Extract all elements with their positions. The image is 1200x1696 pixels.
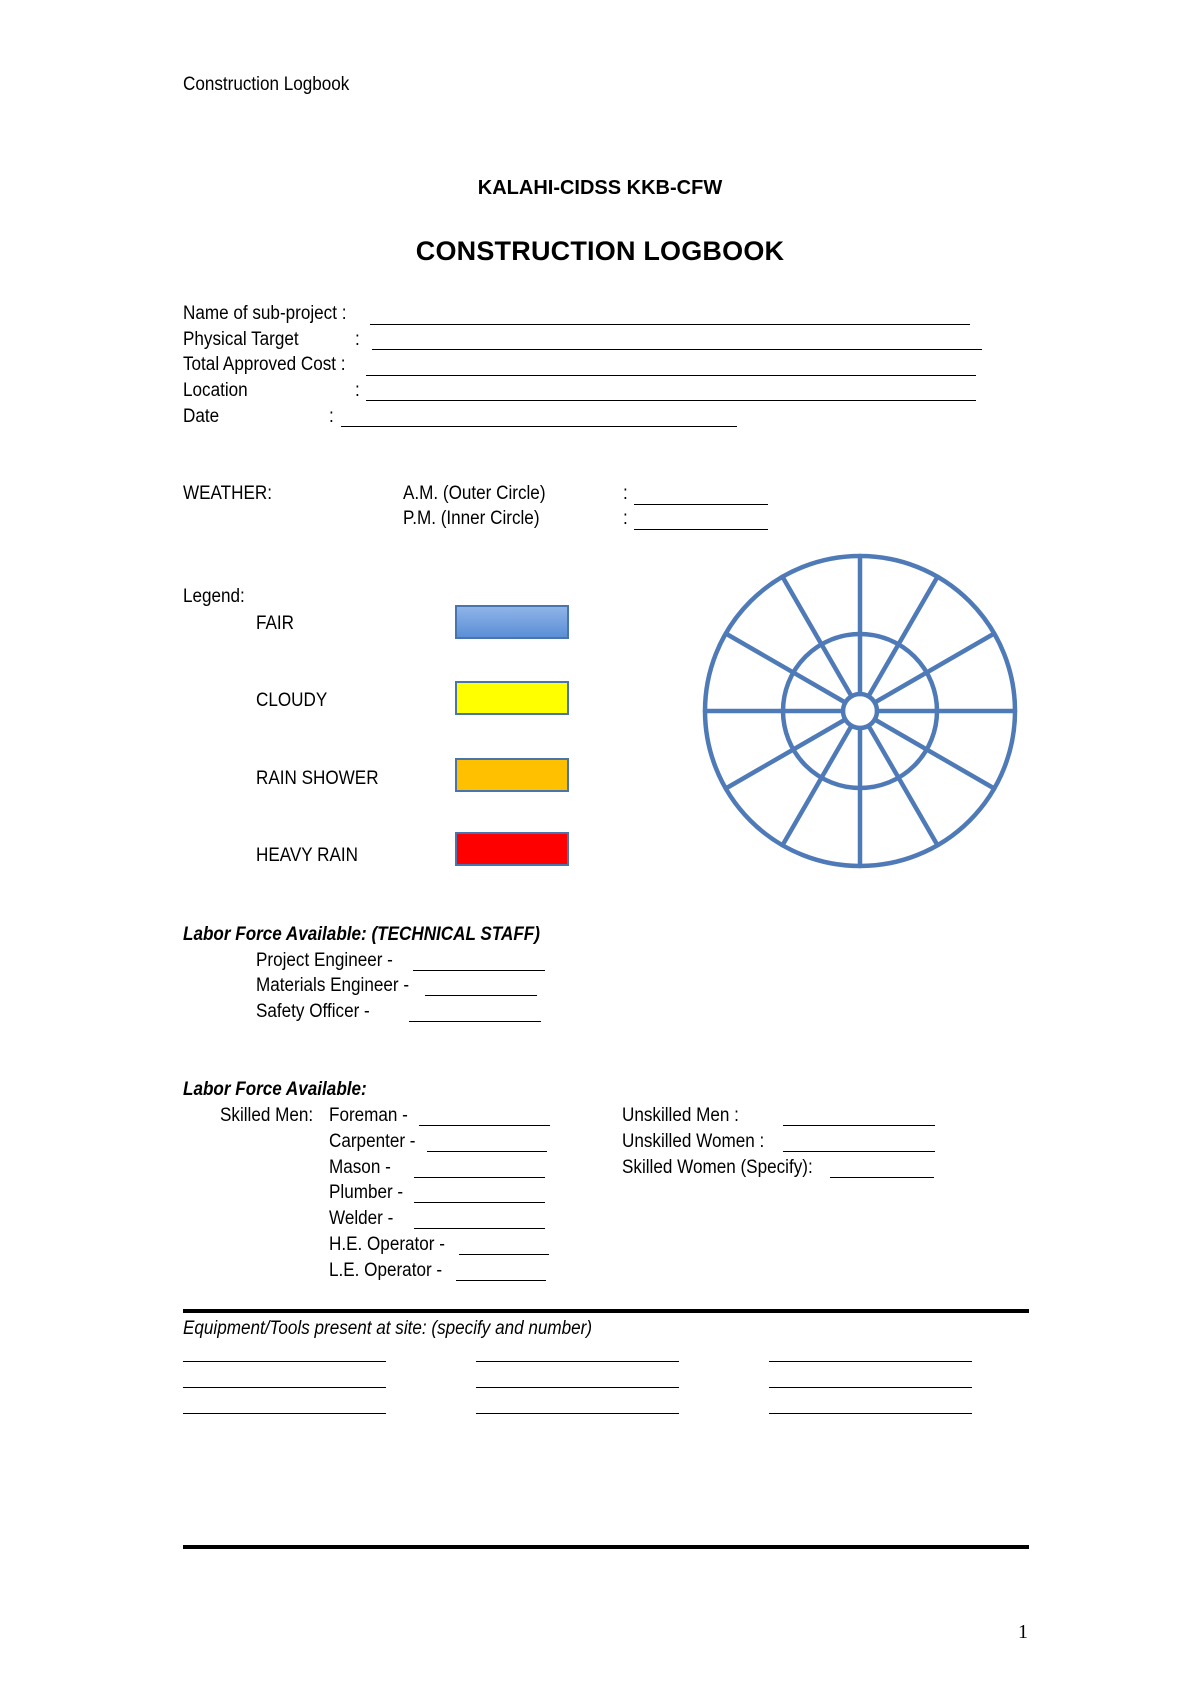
project-engineer-label: Project Engineer - xyxy=(256,950,393,971)
unskilled-women-label: Unskilled Women : xyxy=(622,1131,765,1152)
labor-force-title: Labor Force Available: xyxy=(183,1079,367,1100)
project-engineer-blank[interactable] xyxy=(413,970,545,971)
document-title: CONSTRUCTION LOGBOOK xyxy=(415,236,785,266)
safety-officer-blank[interactable] xyxy=(409,1021,541,1022)
wheel-hub-circle[interactable] xyxy=(843,694,877,728)
equipment-top-rule xyxy=(183,1309,1029,1313)
running-header: Construction Logbook xyxy=(183,74,350,95)
weather-am-label: A.M. (Outer Circle) xyxy=(403,483,546,504)
equipment-blank-5[interactable] xyxy=(476,1387,679,1388)
date-label: Date xyxy=(183,406,220,427)
weather-pm-colon: : xyxy=(623,508,628,529)
mason-label: Mason - xyxy=(329,1157,391,1178)
location-colon: : xyxy=(355,380,360,401)
weather-am-colon: : xyxy=(623,483,628,504)
unskilled-men-label: Unskilled Men : xyxy=(622,1105,739,1126)
welder-label: Welder - xyxy=(329,1208,394,1229)
equipment-title: Equipment/Tools present at site: (specify and number) xyxy=(183,1318,593,1339)
materials-engineer-blank[interactable] xyxy=(425,995,537,996)
plumber-label: Plumber - xyxy=(329,1182,404,1203)
materials-engineer-label: Materials Engineer - xyxy=(256,975,410,996)
unskilled-men-blank[interactable] xyxy=(783,1125,935,1126)
safety-officer-label: Safety Officer - xyxy=(256,1001,370,1022)
total-cost-label: Total Approved Cost : xyxy=(183,354,346,375)
organization-title: KALAHI-CIDSS KKB-CFW xyxy=(477,177,723,199)
date-colon: : xyxy=(329,406,334,427)
legend-heavy-rain-label: HEAVY RAIN xyxy=(256,845,359,866)
plumber-blank[interactable] xyxy=(414,1202,545,1203)
le-operator-blank[interactable] xyxy=(456,1280,546,1281)
physical-target-colon: : xyxy=(355,329,360,350)
welder-blank[interactable] xyxy=(414,1228,545,1229)
location-label: Location xyxy=(183,380,248,401)
equipment-blank-3[interactable] xyxy=(769,1361,972,1362)
he-operator-blank[interactable] xyxy=(459,1254,549,1255)
page-number: 1 xyxy=(1018,1621,1028,1643)
skilled-women-blank[interactable] xyxy=(830,1177,934,1178)
skilled-men-label: Skilled Men: xyxy=(220,1105,314,1126)
carpenter-blank[interactable] xyxy=(427,1151,547,1152)
equipment-blank-2[interactable] xyxy=(476,1361,679,1362)
physical-target-label: Physical Target xyxy=(183,329,299,350)
subproject-label: Name of sub-project : xyxy=(183,303,347,324)
carpenter-label: Carpenter - xyxy=(329,1131,416,1152)
legend-label: Legend: xyxy=(183,586,245,607)
equipment-blank-4[interactable] xyxy=(183,1387,386,1388)
foreman-label: Foreman - xyxy=(329,1105,408,1126)
weather-label: WEATHER: xyxy=(183,483,272,504)
equipment-blank-9[interactable] xyxy=(769,1413,972,1414)
equipment-blank-8[interactable] xyxy=(476,1413,679,1414)
legend-rain-shower-label: RAIN SHOWER xyxy=(256,768,379,789)
unskilled-women-blank[interactable] xyxy=(783,1151,935,1152)
equipment-blank-7[interactable] xyxy=(183,1413,386,1414)
legend-fair-label: FAIR xyxy=(256,613,295,634)
technical-staff-title: Labor Force Available: (TECHNICAL STAFF) xyxy=(183,924,540,945)
weather-pm-label: P.M. (Inner Circle) xyxy=(403,508,540,529)
page-bottom-rule xyxy=(183,1545,1029,1549)
le-operator-label: L.E. Operator - xyxy=(329,1260,443,1281)
he-operator-label: H.E. Operator - xyxy=(329,1234,445,1255)
equipment-blank-6[interactable] xyxy=(769,1387,972,1388)
mason-blank[interactable] xyxy=(414,1177,545,1178)
foreman-blank[interactable] xyxy=(419,1125,550,1126)
skilled-women-label: Skilled Women (Specify): xyxy=(622,1157,813,1178)
legend-cloudy-label: CLOUDY xyxy=(256,690,328,711)
equipment-blank-1[interactable] xyxy=(183,1361,386,1362)
